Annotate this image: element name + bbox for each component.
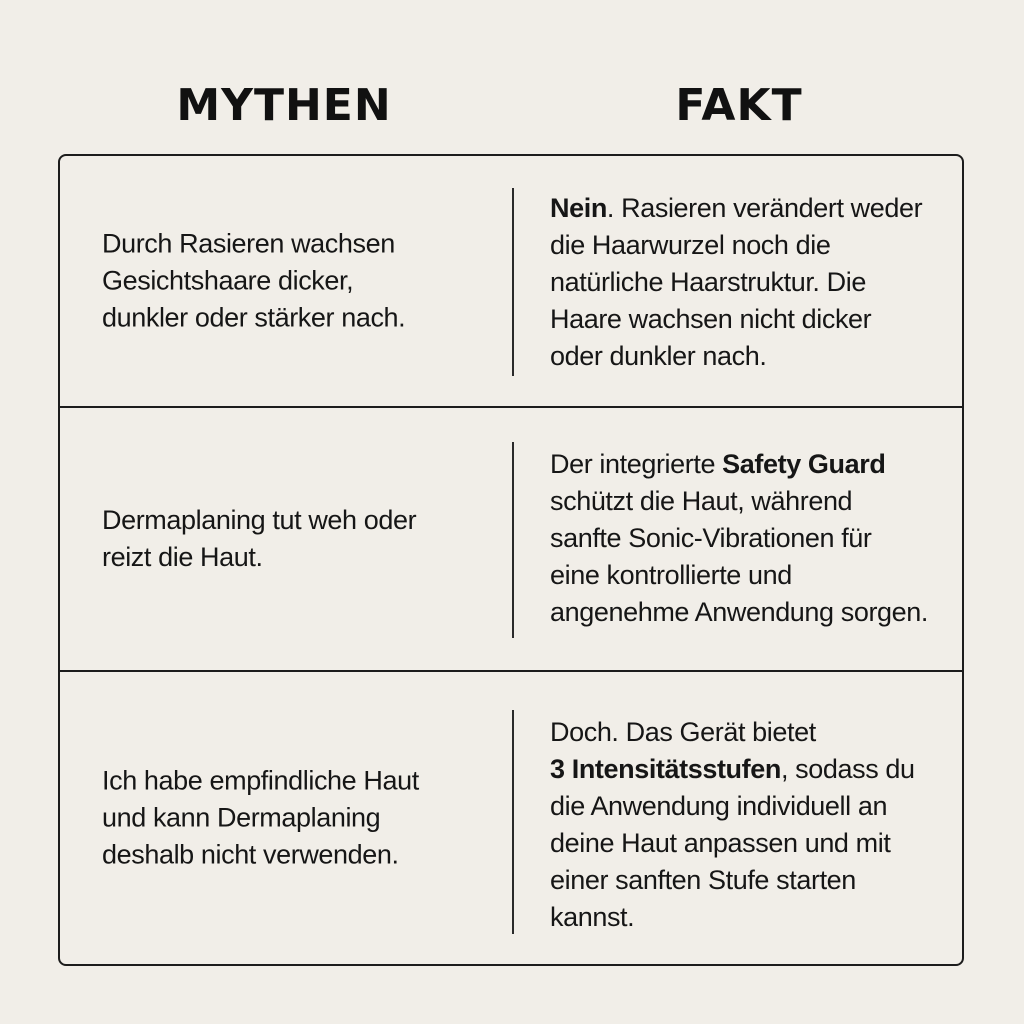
column-divider — [512, 710, 514, 934]
fact-emphasis: 3 Intensitätsstufen — [550, 754, 781, 784]
fact-text: Doch. Das Gerät bietet 3 Intensitätsstufen, sodass du die Anwendung individuell an deine Haut anpassen und mit einer sanften Stufe starten kannst. — [550, 717, 915, 932]
table-row — [60, 408, 962, 672]
fact-text: Der integrierte Safety Guard schützt die Haut, während sanfte Sonic-Vibrationen für eine kontrollierte und angenehme Anwendung sorgen. — [550, 449, 929, 627]
myth-text: Dermaplaning tut weh oder reizt die Haut. — [102, 505, 417, 572]
table-row — [60, 156, 962, 408]
fact-emphasis: Safety Guard — [722, 449, 886, 479]
fact-heading: FAKT — [675, 80, 803, 131]
fact-emphasis: Nein — [550, 193, 607, 223]
fact-text: Nein. Rasieren verändert weder die Haarwurzel noch die natürliche Haarstruktur. Die Haare wachsen nicht dicker oder dunkler nach. — [550, 193, 923, 371]
myths-heading: MYTHEN — [176, 80, 392, 131]
myth-text: Durch Rasieren wachsen Gesichtshaare dicker, dunkler oder stärker nach. — [102, 228, 406, 333]
column-divider — [512, 442, 514, 638]
myth-text: Ich habe empfindliche Haut und kann Dermaplaning deshalb nicht verwenden. — [102, 765, 419, 870]
myth-fact-table — [58, 154, 964, 966]
table-row — [60, 672, 962, 964]
column-divider — [512, 188, 514, 376]
